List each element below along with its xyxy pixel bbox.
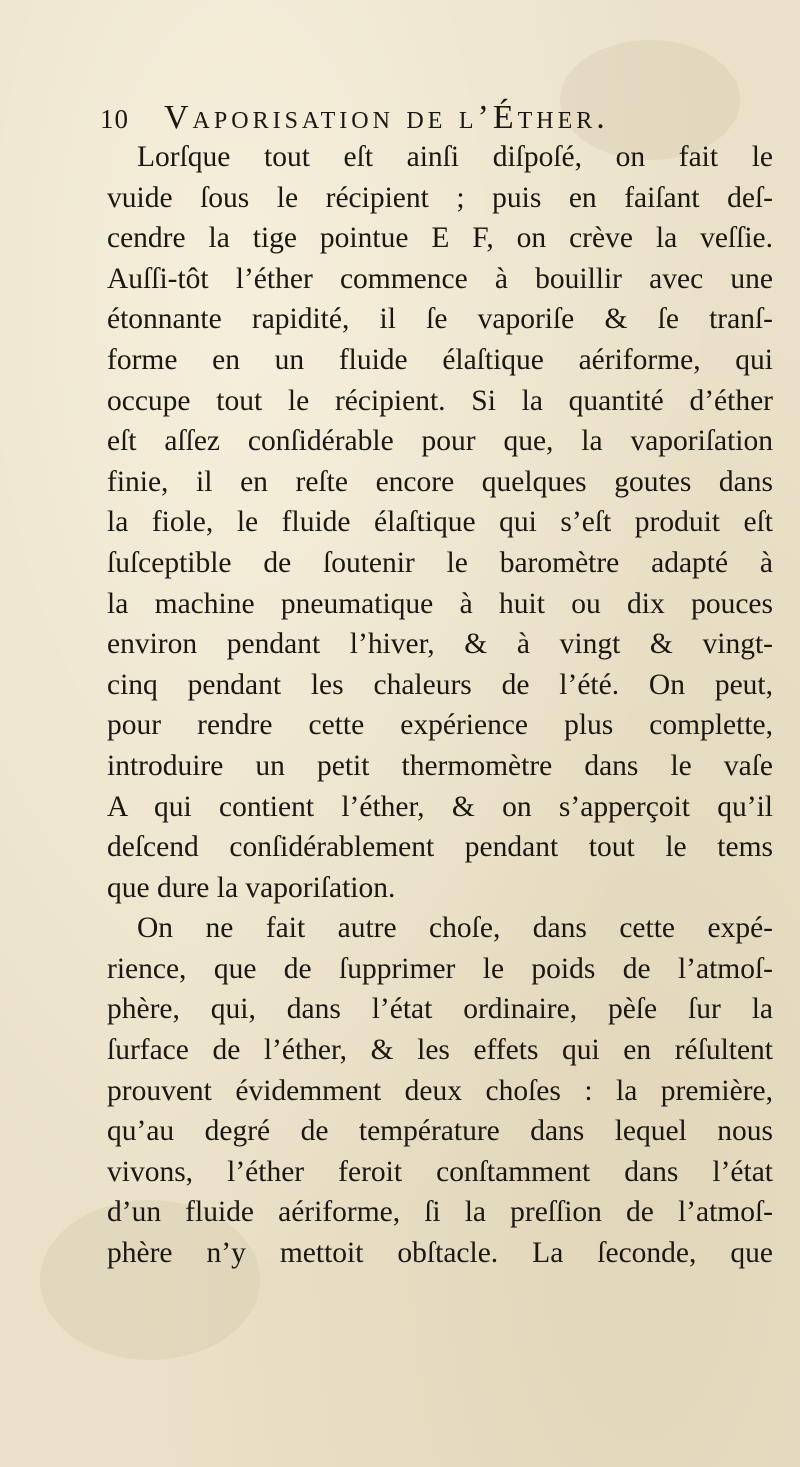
text-line: introduire un petit thermomètre dans le vaſe [107,749,773,782]
text-line: prouvent évidemment deux choſes : la première, [107,1074,773,1107]
page-number: 10 [100,104,129,134]
text-line: vuide ſous le récipient ; puis en faiſant deſ- [107,181,773,214]
body-text [107,137,773,1274]
text-line: phère n’y mettoit obſtacle. La ſeconde, que [107,1237,773,1270]
text-line: occupe tout le récipient. Si la quantité d’éther [107,384,773,417]
text-line: ſurface de l’éther, & les effets qui en réſultent [107,1034,773,1067]
text-line: que dure la vaporiſation. [107,871,396,904]
text-line: deſcend conſidérablement pendant tout le tems [107,831,773,864]
text-line: vivons, l’éther feroit conſtamment dans l’état [107,1155,773,1188]
text-line: Auſſi-tôt l’éther commence à bouillir avec une [107,262,773,295]
text-line: phère, qui, dans l’état ordinaire, pèſe ſur la [107,993,773,1026]
text-line: ſuſceptible de ſoutenir le baromètre adapté à [107,546,773,579]
text-line: A qui contient l’éther, & on s’apperçoit qu’il [107,790,773,823]
text-line: qu’au degré de température dans lequel nous [107,1115,773,1148]
text-line: cendre la tige pointue E F, on crève la veſſie. [107,222,773,255]
text-line: eſt aſſez conſidérable pour que, la vaporiſation [107,425,773,458]
text-line: environ pendant l’hiver, & à vingt & vingt- [107,628,773,661]
text-line: Lorſque tout eſt ainſi diſpoſé, on fait le [137,141,773,173]
text-line: étonnante rapidité, il ſe vaporiſe & ſe tranſ- [107,303,773,336]
running-head-title: Vaporisation de l’Éther. [164,99,609,136]
text-line: la machine pneumatique à huit ou dix pouces [107,587,773,620]
text-line: finie, il en reſte encore quelques goutes dans [107,465,773,498]
text-line: On ne fait autre choſe, dans cette expé- [137,912,773,945]
text-line: forme en un fluide élaſtique aériforme, qui [107,343,773,376]
text-line: cinq pendant les chaleurs de l’été. On peut, [107,668,773,701]
text-line: rience, que de ſupprimer le poids de l’atmoſ- [107,952,773,985]
running-head [100,98,760,138]
text-line: d’un fluide aériforme, ſi la preſſion de l’atmoſ- [107,1196,773,1229]
text-line: la fiole, le fluide élaſtique qui s’eſt produit eſt [107,506,773,539]
text-line: pour rendre cette expérience plus complette, [107,709,773,742]
